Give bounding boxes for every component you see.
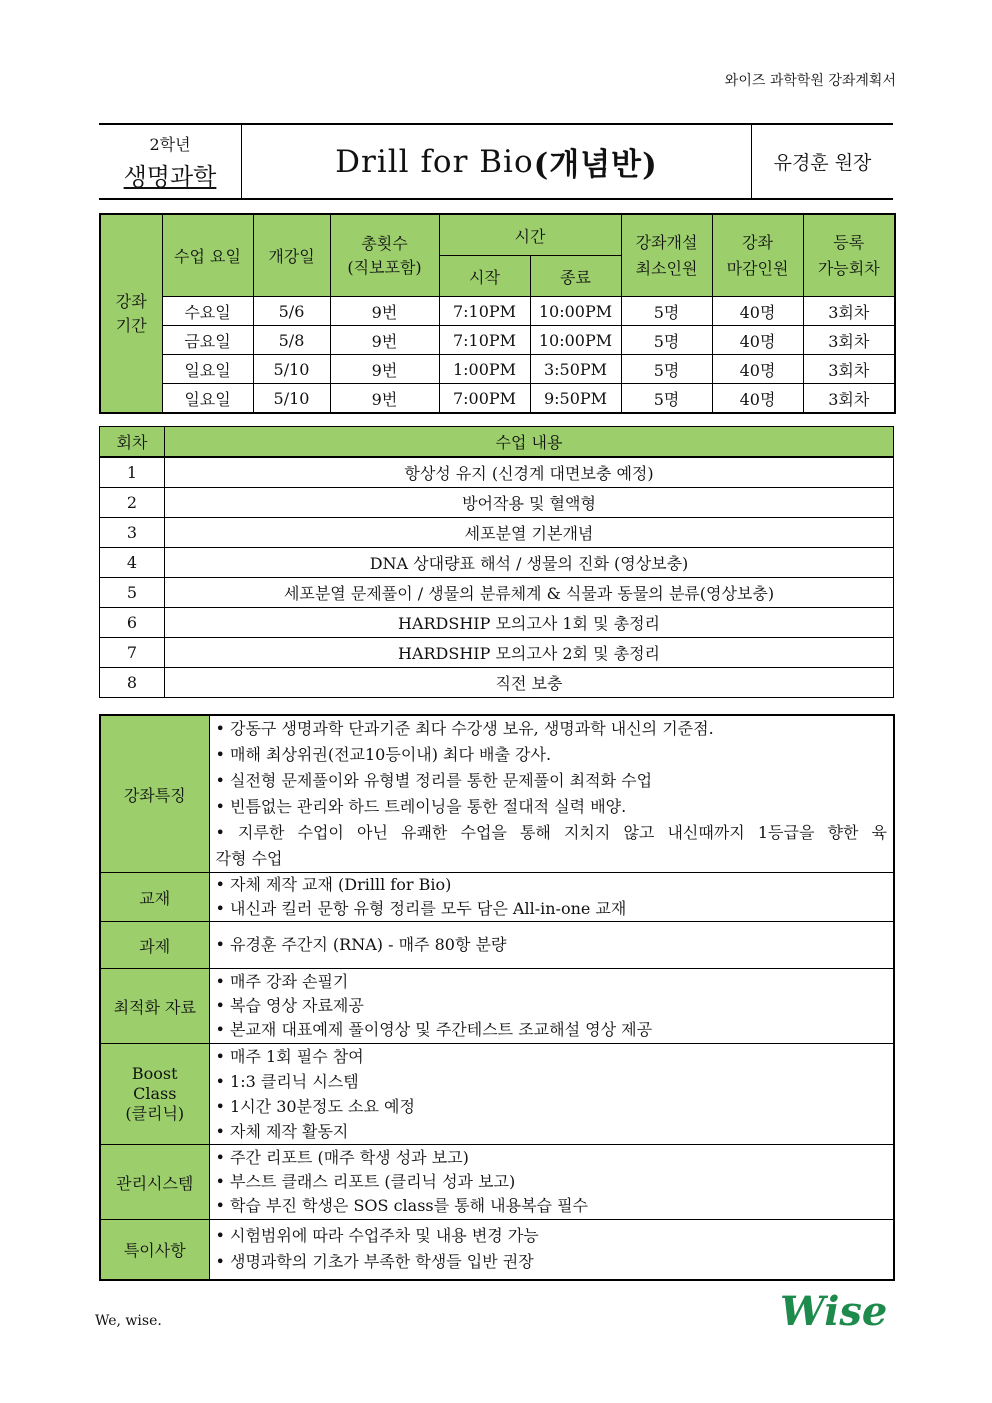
- textbook-list: [209, 873, 894, 922]
- course-title-kr: (개념반): [533, 147, 658, 183]
- boost-item: • 1시간 30분정도 소요 예정: [215, 1097, 415, 1116]
- manage-label: 관리시스템: [100, 1145, 209, 1220]
- grade-subject-cell: [99, 125, 242, 198]
- wise-logo-text: Wise: [780, 1288, 888, 1333]
- wise-logo: [778, 1287, 898, 1333]
- row-end: 10:00PM: [530, 297, 621, 326]
- homework-label: 과제: [100, 922, 209, 969]
- manage-item: • 학습 부진 학생은 SOS class를 통해 내용복습 필수: [215, 1196, 588, 1215]
- row-open: 5/8: [253, 326, 330, 355]
- material-item: • 복습 영상 자료제공: [215, 996, 364, 1015]
- header-max-sub: 마감인원: [726, 258, 789, 278]
- row-day: 일요일: [162, 384, 253, 414]
- row-min: 5명: [621, 326, 712, 355]
- session-content: HARDSHIP 모의고사 2회 및 총정리: [165, 638, 894, 668]
- homework-item: • 유경훈 주간지 (RNA) - 매주 80항 분량: [215, 935, 507, 954]
- course-title: [242, 125, 752, 198]
- material-list: [209, 969, 894, 1044]
- session-number: 2: [100, 488, 165, 518]
- content-row: [100, 638, 894, 668]
- row-total: 9번: [330, 355, 439, 384]
- header-min-main: 강좌개설: [635, 232, 698, 252]
- boost-list: [209, 1044, 894, 1145]
- course-title-en: Drill for Bio: [335, 143, 534, 180]
- manage-item: • 부스트 클래스 리포트 (클리닉 성과 보고): [215, 1172, 516, 1191]
- session-content: 세포분열 문제풀이 / 생물의 분류체계 & 식물과 동물의 분류(영상보충): [165, 578, 894, 608]
- schedule-row: [100, 384, 895, 414]
- session-content: 세포분열 기본개념: [165, 518, 894, 548]
- row-min: 5명: [621, 355, 712, 384]
- row-start: 7:10PM: [439, 297, 530, 326]
- content-table: [99, 426, 894, 698]
- header-end: 종료: [530, 256, 621, 297]
- schedule-row: [100, 297, 895, 326]
- row-max: 40명: [712, 355, 803, 384]
- header-session: 회차: [100, 427, 165, 458]
- material-label: 최적화 자료: [100, 969, 209, 1044]
- header-content: 수업 내용: [165, 427, 894, 458]
- row-max: 40명: [712, 384, 803, 414]
- grade-label: 2학년: [149, 134, 191, 154]
- material-item: • 본교재 대표예제 풀이영상 및 주간테스트 조교해설 영상 제공: [215, 1020, 653, 1039]
- row-day: 일요일: [162, 355, 253, 384]
- row-open: 5/10: [253, 384, 330, 414]
- footer-slogan: We, wise.: [95, 1313, 162, 1329]
- feature-item: • 지루한 수업이 아닌 유쾌한 수업을 통해 지치지 않고 내신때까지 1등급을 향한 육: [215, 823, 887, 842]
- row-end: 10:00PM: [530, 326, 621, 355]
- header-max: [712, 214, 803, 297]
- session-content: 직전 보충: [165, 668, 894, 698]
- boost-item: • 매주 1회 필수 참여: [215, 1047, 364, 1066]
- header-day: 수업 요일: [162, 214, 253, 297]
- session-number: 5: [100, 578, 165, 608]
- row-open: 5/6: [253, 297, 330, 326]
- feature-item: • 매해 최상위권(전교10등이내) 최다 배출 강사.: [215, 745, 552, 764]
- row-total: 9번: [330, 326, 439, 355]
- feature-label: 강좌특징: [100, 715, 209, 873]
- feature-item: • 빈틈없는 관리와 하드 트레이닝을 통한 절대적 실력 배양.: [215, 797, 627, 816]
- row-open: 5/10: [253, 355, 330, 384]
- boost-item: • 자체 제작 활동지: [215, 1122, 349, 1141]
- boost-label-line: Boost: [131, 1064, 178, 1083]
- notes-list: [209, 1220, 894, 1280]
- header-reg-main: 등록: [833, 232, 865, 252]
- feature-item: • 강동구 생명과학 단과기준 최다 수강생 보유, 생명과학 내신의 기준점.: [215, 719, 714, 738]
- textbook-item: • 내신과 킬러 문항 유형 정리를 모두 담은 All-in-one 교재: [215, 899, 627, 918]
- boost-item: • 1:3 클리닉 시스템: [215, 1072, 359, 1091]
- session-number: 4: [100, 548, 165, 578]
- header-min-sub: 최소인원: [635, 258, 698, 278]
- session-number: 1: [100, 457, 165, 488]
- row-end: 3:50PM: [530, 355, 621, 384]
- session-content: DNA 상대량표 해석 / 생물의 진화 (영상보충): [165, 548, 894, 578]
- row-min: 5명: [621, 297, 712, 326]
- feature-item: 각형 수업: [215, 849, 283, 868]
- session-content: 방어작용 및 혈액형: [165, 488, 894, 518]
- feature-list: [209, 715, 894, 873]
- row-total: 9번: [330, 384, 439, 414]
- content-row: [100, 457, 894, 488]
- manage-list: [209, 1145, 894, 1220]
- session-number: 3: [100, 518, 165, 548]
- header-min: [621, 214, 712, 297]
- header-time: 시간: [439, 214, 621, 256]
- homework-list: [209, 922, 894, 969]
- header-total-main: 총횟수: [361, 233, 408, 253]
- row-reg: 3회차: [803, 326, 895, 355]
- row-reg: 3회차: [803, 297, 895, 326]
- period-label: 강좌 기간: [100, 214, 162, 413]
- content-row: [100, 668, 894, 698]
- row-max: 40명: [712, 326, 803, 355]
- instructor-name: 유경훈 원장: [773, 152, 872, 174]
- row-min: 5명: [621, 384, 712, 414]
- header-start: 시작: [439, 256, 530, 297]
- textbook-item: • 자체 제작 교재 (Drilll for Bio): [215, 875, 452, 894]
- notes-label: 특이사항: [100, 1220, 209, 1280]
- material-item: • 매주 강좌 손필기: [215, 972, 349, 991]
- row-reg: 3회차: [803, 384, 895, 414]
- subject-label: 생명과학: [123, 162, 217, 191]
- session-number: 8: [100, 668, 165, 698]
- row-day: 금요일: [162, 326, 253, 355]
- row-max: 40명: [712, 297, 803, 326]
- session-content: HARDSHIP 모의고사 1회 및 총정리: [165, 608, 894, 638]
- header-reg-sub: 가능회차: [817, 258, 880, 278]
- document-caption: 와이즈 과학학원 강좌계획서: [724, 73, 896, 89]
- session-number: 6: [100, 608, 165, 638]
- course-header: [99, 123, 893, 200]
- feature-item: • 실전형 문제풀이와 유형별 정리를 통한 문제풀이 최적화 수업: [215, 771, 653, 790]
- content-row: [100, 578, 894, 608]
- schedule-row: [100, 355, 895, 384]
- boost-label-line: Class: [133, 1084, 177, 1103]
- boost-label: [100, 1044, 209, 1145]
- row-reg: 3회차: [803, 355, 895, 384]
- textbook-label: 교재: [100, 873, 209, 922]
- row-start: 7:00PM: [439, 384, 530, 414]
- row-day: 수요일: [162, 297, 253, 326]
- session-content: 항상성 유지 (신경계 대면보충 예정): [165, 457, 894, 488]
- content-row: [100, 548, 894, 578]
- notes-item: • 시험범위에 따라 수업주차 및 내용 변경 가능: [215, 1226, 539, 1246]
- content-row: [100, 518, 894, 548]
- row-end: 9:50PM: [530, 384, 621, 414]
- header-total: [330, 214, 439, 297]
- row-start: 1:00PM: [439, 355, 530, 384]
- header-total-sub: (직보포함): [347, 257, 422, 277]
- manage-item: • 주간 리포트 (매주 학생 성과 보고): [215, 1148, 469, 1167]
- content-row: [100, 488, 894, 518]
- boost-label-line: (클리닉): [125, 1104, 185, 1123]
- schedule-row: [100, 326, 895, 355]
- features-table: [99, 714, 895, 1281]
- session-number: 7: [100, 638, 165, 668]
- schedule-table: [99, 213, 896, 414]
- header-max-main: 강좌: [742, 232, 773, 252]
- header-open: 개강일: [253, 214, 330, 297]
- content-row: [100, 608, 894, 638]
- notes-item: • 생명과학의 기초가 부족한 학생들 입반 권장: [215, 1252, 534, 1272]
- row-total: 9번: [330, 297, 439, 326]
- row-start: 7:10PM: [439, 326, 530, 355]
- header-reg: [803, 214, 895, 297]
